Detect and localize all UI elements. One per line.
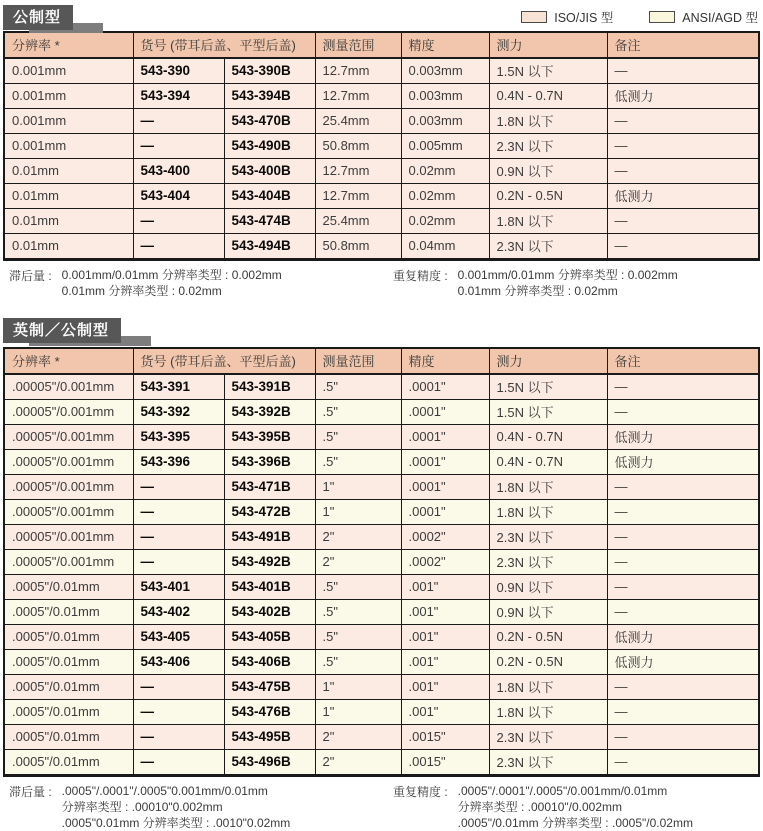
cell-note: — <box>607 234 759 260</box>
footnote-line: .0005"/0.01mm 分辨率类型 : .0005"/0.02mm <box>457 816 693 830</box>
repeatability-note <box>393 267 678 307</box>
cell-force: 0.9N 以下 <box>489 600 607 625</box>
cell-note: 低测力 <box>607 184 759 209</box>
cell-note: — <box>607 675 759 700</box>
cell-range: 50.8mm <box>315 134 401 159</box>
top-bar <box>3 3 760 31</box>
cell-code1: — <box>133 234 224 260</box>
table-row <box>4 400 759 425</box>
cell-note: 低测力 <box>607 650 759 675</box>
cell-code1: 543-392 <box>133 400 224 425</box>
iso-jis-color-swatch <box>521 11 547 23</box>
cell-code1: 543-400 <box>133 159 224 184</box>
inch-metric-section-title-wrap <box>3 318 121 343</box>
cell-code1: — <box>133 550 224 575</box>
cell-force: 1.5N 以下 <box>489 58 607 84</box>
cell-note: — <box>607 575 759 600</box>
repeatability-note <box>393 783 693 831</box>
cell-note: 低测力 <box>607 425 759 450</box>
cell-acc: .001" <box>401 675 489 700</box>
cell-code1: 543-396 <box>133 450 224 475</box>
cell-note: — <box>607 500 759 525</box>
cell-res: 0.01mm <box>4 209 133 234</box>
cell-code2: 543-495B <box>224 725 315 750</box>
cell-note: — <box>607 134 759 159</box>
cell-acc: 0.003mm <box>401 109 489 134</box>
cell-note: — <box>607 550 759 575</box>
cell-range: 25.4mm <box>315 109 401 134</box>
cell-code1: 543-404 <box>133 184 224 209</box>
cell-range: .5" <box>315 425 401 450</box>
cell-note: — <box>607 400 759 425</box>
cell-force: 1.5N 以下 <box>489 374 607 400</box>
cell-range: 2" <box>315 550 401 575</box>
legend-item-ansi-agd <box>649 8 758 26</box>
cell-range: 12.7mm <box>315 184 401 209</box>
repeatability-lines <box>458 783 693 831</box>
footnote-line: .0005"/.0001"/.0005"/0.001mm/0.01mm <box>457 784 668 798</box>
cell-res: 0.001mm <box>4 58 133 84</box>
cell-acc: .001" <box>401 700 489 725</box>
cell-note: — <box>607 374 759 400</box>
cell-force: 2.3N 以下 <box>489 725 607 750</box>
cell-range: 12.7mm <box>315 159 401 184</box>
cell-range: 2" <box>315 525 401 550</box>
table-row <box>4 84 759 109</box>
table-row <box>4 650 759 675</box>
cell-res: .0005"/0.01mm <box>4 750 133 776</box>
table-row <box>4 500 759 525</box>
cell-acc: .0015" <box>401 725 489 750</box>
inch-metric-title-bar <box>3 316 760 344</box>
cell-acc: .0001" <box>401 450 489 475</box>
cell-acc: .001" <box>401 650 489 675</box>
table-row <box>4 475 759 500</box>
cell-code2: 543-396B <box>224 450 315 475</box>
cell-acc: .001" <box>401 625 489 650</box>
cell-code2: 543-391B <box>224 374 315 400</box>
cell-res: .0005"/0.01mm <box>4 725 133 750</box>
cell-code2: 543-395B <box>224 425 315 450</box>
cell-range: 12.7mm <box>315 84 401 109</box>
cell-acc: .001" <box>401 600 489 625</box>
hysteresis-label: 滞后量 : <box>9 269 52 283</box>
col-header-resolution: 分辨率 * <box>4 32 133 58</box>
inch-metric-table-body <box>4 374 759 776</box>
cell-res: .0005"/0.01mm <box>4 575 133 600</box>
legend-item-iso-jis <box>521 8 613 26</box>
col-header-force: 测力 <box>489 32 607 58</box>
cell-code1: 543-406 <box>133 650 224 675</box>
cell-res: 0.01mm <box>4 234 133 260</box>
iso-jis-label: ISO/JIS 型 <box>554 11 614 25</box>
cell-res: .00005"/0.001mm <box>4 500 133 525</box>
cell-force: 2.3N 以下 <box>489 550 607 575</box>
cell-code1: — <box>133 675 224 700</box>
hysteresis-label: 滞后量 : <box>9 785 52 799</box>
cell-range: 25.4mm <box>315 209 401 234</box>
table-row <box>4 725 759 750</box>
cell-note: — <box>607 525 759 550</box>
cell-force: 1.8N 以下 <box>489 109 607 134</box>
cell-range: 50.8mm <box>315 234 401 260</box>
cell-note: — <box>607 58 759 84</box>
cell-code2: 543-394B <box>224 84 315 109</box>
table-row <box>4 450 759 475</box>
cell-force: 0.2N - 0.5N <box>489 184 607 209</box>
cell-note: — <box>607 750 759 776</box>
hysteresis-lines <box>62 267 282 299</box>
inch-metric-table-header <box>4 348 759 374</box>
cell-acc: .0001" <box>401 425 489 450</box>
inch-metric-footnotes <box>3 777 760 831</box>
cell-res: 0.01mm <box>4 184 133 209</box>
cell-code2: 543-476B <box>224 700 315 725</box>
cell-code1: — <box>133 209 224 234</box>
cell-force: 1.8N 以下 <box>489 475 607 500</box>
col-header-resolution: 分辨率 * <box>4 348 133 374</box>
col-header-accuracy: 精度 <box>401 348 489 374</box>
cell-res: .00005"/0.001mm <box>4 550 133 575</box>
cell-res: .0005"/0.01mm <box>4 625 133 650</box>
cell-code2: 543-496B <box>224 750 315 776</box>
footnote-line: 0.01mm 分辨率类型 : 0.02mm <box>61 284 222 298</box>
cell-note: — <box>607 725 759 750</box>
cell-code2: 543-474B <box>224 209 315 234</box>
hysteresis-note <box>9 267 393 307</box>
repeatability-lines <box>458 267 678 299</box>
cell-code1: — <box>133 475 224 500</box>
footnote-line: 分辨率类型 : .00010"0.002mm <box>61 800 223 814</box>
cell-range: .5" <box>315 625 401 650</box>
cell-res: .0005"/0.01mm <box>4 600 133 625</box>
cell-note: — <box>607 209 759 234</box>
cell-res: .0005"/0.01mm <box>4 700 133 725</box>
cell-range: 1" <box>315 475 401 500</box>
cell-code2: 543-494B <box>224 234 315 260</box>
cell-acc: 0.003mm <box>401 58 489 84</box>
table-row <box>4 625 759 650</box>
col-header-remarks: 备注 <box>607 348 759 374</box>
cell-note: — <box>607 475 759 500</box>
cell-acc: .0002" <box>401 525 489 550</box>
table-row <box>4 234 759 260</box>
col-header-range: 测量范围 <box>315 348 401 374</box>
cell-code1: — <box>133 134 224 159</box>
cell-code1: 543-401 <box>133 575 224 600</box>
cell-res: .0005"/0.01mm <box>4 675 133 700</box>
footnote-line: .0005"0.01mm 分辨率类型 : .0010"0.02mm <box>61 816 291 830</box>
cell-code2: 543-400B <box>224 159 315 184</box>
cell-range: 1" <box>315 500 401 525</box>
cell-acc: 0.003mm <box>401 84 489 109</box>
footnote-line: 0.001mm/0.01mm 分辨率类型 : 0.002mm <box>457 268 678 282</box>
table-row <box>4 58 759 84</box>
footnote-line: .0005"/.0001"/.0005"0.001mm/0.01mm <box>61 784 268 798</box>
cell-range: .5" <box>315 374 401 400</box>
cell-acc: 0.02mm <box>401 209 489 234</box>
cell-res: .00005"/0.001mm <box>4 525 133 550</box>
cell-res: .00005"/0.001mm <box>4 374 133 400</box>
col-header-order-no: 货号 (带耳后盖、平型后盖) <box>133 32 315 58</box>
cell-force: 1.8N 以下 <box>489 675 607 700</box>
table-row <box>4 209 759 234</box>
cell-note: 低测力 <box>607 84 759 109</box>
cell-force: 1.8N 以下 <box>489 500 607 525</box>
inch-metric-spec-table <box>3 347 760 777</box>
cell-code1: — <box>133 725 224 750</box>
cell-force: 1.5N 以下 <box>489 400 607 425</box>
cell-code1: — <box>133 525 224 550</box>
cell-res: 0.01mm <box>4 159 133 184</box>
cell-code2: 543-472B <box>224 500 315 525</box>
cell-code1: 543-391 <box>133 374 224 400</box>
cell-note: 低测力 <box>607 625 759 650</box>
footnote-line: 0.01mm 分辨率类型 : 0.02mm <box>457 284 618 298</box>
col-header-range: 测量范围 <box>315 32 401 58</box>
table-row <box>4 159 759 184</box>
cell-acc: 0.02mm <box>401 159 489 184</box>
cell-force: 2.3N 以下 <box>489 134 607 159</box>
cell-res: .00005"/0.001mm <box>4 475 133 500</box>
cell-acc: .001" <box>401 575 489 600</box>
table-row <box>4 600 759 625</box>
table-row <box>4 134 759 159</box>
cell-code2: 543-491B <box>224 525 315 550</box>
cell-res: .00005"/0.001mm <box>4 400 133 425</box>
ansi-agd-label: ANSI/AGD 型 <box>682 11 758 25</box>
cell-acc: .0002" <box>401 550 489 575</box>
cell-code2: 543-492B <box>224 550 315 575</box>
cell-code1: 543-395 <box>133 425 224 450</box>
cell-acc: .0001" <box>401 475 489 500</box>
col-header-order-no: 货号 (带耳后盖、平型后盖) <box>133 348 315 374</box>
table-row <box>4 550 759 575</box>
cell-acc: .0001" <box>401 400 489 425</box>
repeatability-label: 重复精度 : <box>393 785 448 799</box>
metric-table-body <box>4 58 759 260</box>
cell-range: .5" <box>315 450 401 475</box>
metric-spec-table <box>3 31 760 261</box>
cell-range: 1" <box>315 675 401 700</box>
cell-code1: — <box>133 109 224 134</box>
cell-acc: .0001" <box>401 500 489 525</box>
table-row <box>4 184 759 209</box>
cell-res: .0005"/0.01mm <box>4 650 133 675</box>
cell-range: 2" <box>315 750 401 776</box>
table-row <box>4 675 759 700</box>
cell-force: 0.9N 以下 <box>489 159 607 184</box>
cell-res: .00005"/0.001mm <box>4 450 133 475</box>
hysteresis-lines <box>62 783 291 831</box>
type-legend <box>521 8 758 26</box>
cell-range: 2" <box>315 725 401 750</box>
col-header-force: 测力 <box>489 348 607 374</box>
cell-acc: 0.04mm <box>401 234 489 260</box>
cell-code2: 543-406B <box>224 650 315 675</box>
cell-code2: 543-471B <box>224 475 315 500</box>
col-header-accuracy: 精度 <box>401 32 489 58</box>
cell-code2: 543-404B <box>224 184 315 209</box>
table-row <box>4 575 759 600</box>
cell-note: 低测力 <box>607 450 759 475</box>
cell-code1: — <box>133 750 224 776</box>
cell-force: 2.3N 以下 <box>489 234 607 260</box>
cell-code2: 543-475B <box>224 675 315 700</box>
cell-force: 0.4N - 0.7N <box>489 425 607 450</box>
cell-force: 0.4N - 0.7N <box>489 84 607 109</box>
cell-note: — <box>607 109 759 134</box>
cell-acc: 0.005mm <box>401 134 489 159</box>
cell-acc: .0015" <box>401 750 489 776</box>
cell-code2: 543-402B <box>224 600 315 625</box>
cell-res: 0.001mm <box>4 109 133 134</box>
cell-force: 0.2N - 0.5N <box>489 625 607 650</box>
footnote-line: 分辨率类型 : .00010"/0.002mm <box>457 800 622 814</box>
cell-range: 12.7mm <box>315 58 401 84</box>
cell-acc: 0.02mm <box>401 184 489 209</box>
cell-range: 1" <box>315 700 401 725</box>
cell-code1: 543-402 <box>133 600 224 625</box>
table-row <box>4 700 759 725</box>
cell-code2: 543-390B <box>224 58 315 84</box>
cell-force: 1.8N 以下 <box>489 209 607 234</box>
cell-acc: .0001" <box>401 374 489 400</box>
cell-code1: 543-390 <box>133 58 224 84</box>
cell-range: .5" <box>315 650 401 675</box>
metric-section-title: 公制型 <box>3 5 73 30</box>
cell-note: — <box>607 700 759 725</box>
inch-metric-section-title: 英制／公制型 <box>3 318 121 343</box>
cell-res: .00005"/0.001mm <box>4 425 133 450</box>
cell-note: — <box>607 600 759 625</box>
cell-code2: 543-490B <box>224 134 315 159</box>
metric-section-title-wrap <box>3 5 73 30</box>
cell-force: 2.3N 以下 <box>489 750 607 776</box>
cell-code2: 543-405B <box>224 625 315 650</box>
cell-force: 2.3N 以下 <box>489 525 607 550</box>
col-header-remarks: 备注 <box>607 32 759 58</box>
cell-range: .5" <box>315 575 401 600</box>
cell-force: 0.2N - 0.5N <box>489 650 607 675</box>
hysteresis-note <box>9 783 393 831</box>
cell-force: 0.9N 以下 <box>489 575 607 600</box>
cell-code2: 543-401B <box>224 575 315 600</box>
repeatability-label: 重复精度 : <box>393 269 448 283</box>
cell-force: 0.4N - 0.7N <box>489 450 607 475</box>
table-row <box>4 374 759 400</box>
cell-code1: 543-405 <box>133 625 224 650</box>
metric-table-header <box>4 32 759 58</box>
cell-range: .5" <box>315 400 401 425</box>
cell-note: — <box>607 159 759 184</box>
cell-range: .5" <box>315 600 401 625</box>
cell-code2: 543-392B <box>224 400 315 425</box>
cell-code2: 543-470B <box>224 109 315 134</box>
cell-code1: 543-394 <box>133 84 224 109</box>
table-row <box>4 525 759 550</box>
cell-force: 1.8N 以下 <box>489 700 607 725</box>
table-row <box>4 109 759 134</box>
footnote-line: 0.001mm/0.01mm 分辨率类型 : 0.002mm <box>61 268 282 282</box>
table-row <box>4 425 759 450</box>
table-row <box>4 750 759 776</box>
cell-code1: — <box>133 500 224 525</box>
ansi-agd-color-swatch <box>649 11 675 23</box>
metric-footnotes <box>3 261 760 307</box>
cell-res: 0.001mm <box>4 134 133 159</box>
cell-res: 0.001mm <box>4 84 133 109</box>
cell-code1: — <box>133 700 224 725</box>
